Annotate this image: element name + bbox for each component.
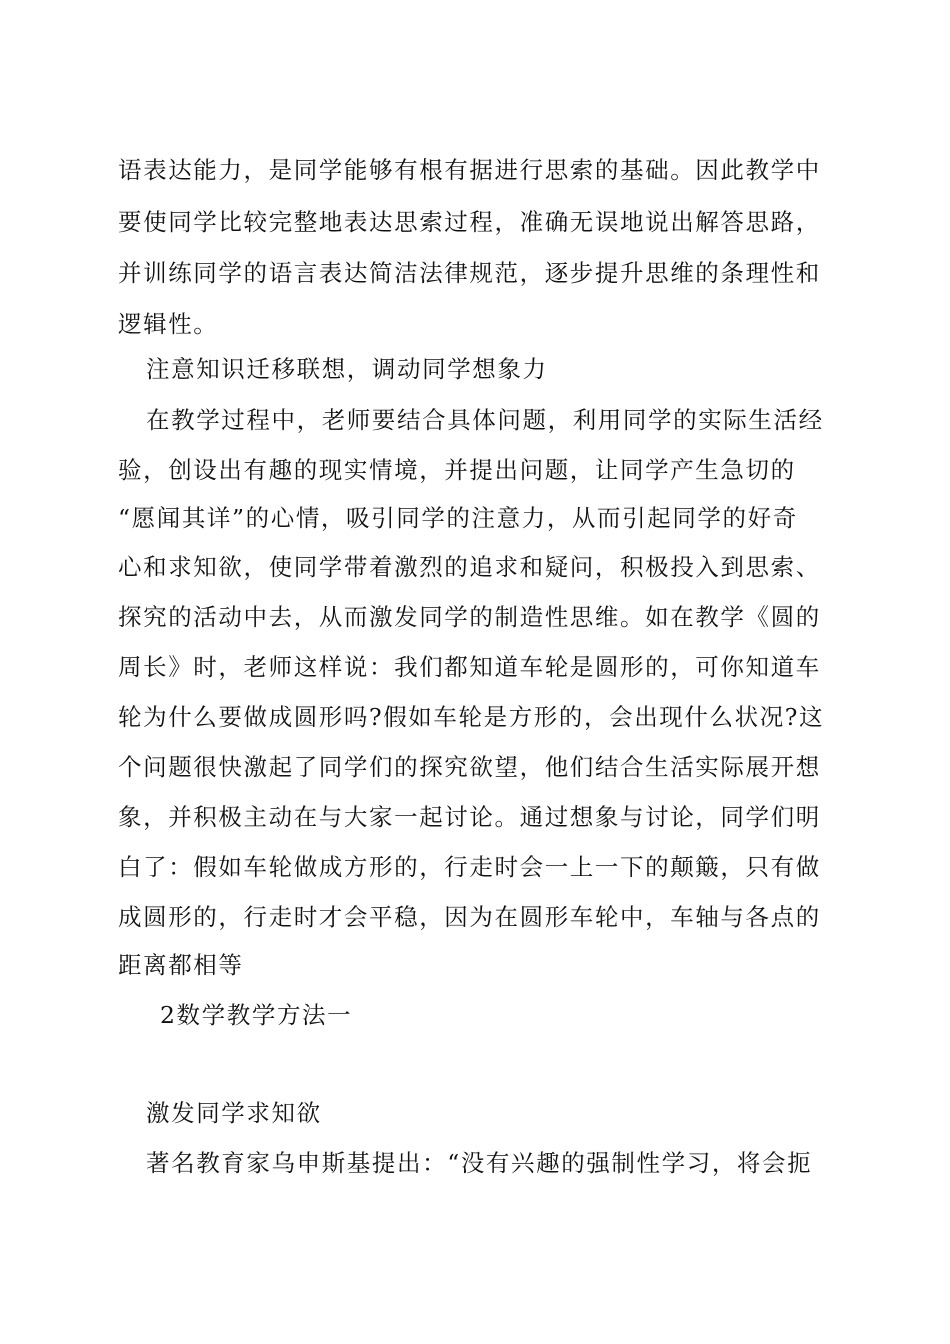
text-line: 距离都相等 [118,951,244,979]
text-line: 逻辑性。 [118,310,219,338]
section-title: 2数学教学方法一 [160,1001,353,1029]
text-line: 周长》时，老师这样说：我们都知道车轮是圆形的，可你知道车 [118,653,821,681]
section-heading: 注意知识迁移联想，调动同学想象力 [146,355,548,383]
text-line: 白了：假如车轮做成方形的，行走时会一上一下的颠簸，只有做 [118,853,821,881]
section-heading: 激发同学求知欲 [146,1099,322,1127]
text-line: 要使同学比较完整地表达思索过程，准确无误地说出解答思路， [118,208,821,236]
text-line: 语表达能力，是同学能够有根有据进行思索的基础。因此教学中 [118,156,821,184]
text-line: 著名教育家乌申斯基提出：“没有兴趣的强制性学习，将会扼 [146,1149,813,1177]
text-line: 轮为什么要做成圆形吗?假如车轮是方形的，会出现什么状况?这 [118,703,825,731]
text-line: 验，创设出有趣的现实情境，并提出问题，让同学产生急切的 [118,456,796,484]
text-line: 心和求知欲，使同学带着激烈的追求和疑问，积极投入到思索、 [118,553,821,581]
text-line: 在教学过程中，老师要结合具体问题，利用同学的实际生活经 [146,406,824,434]
text-line: 成圆形的，行走时才会平稳，因为在圆形车轮中，车轴与各点的 [118,903,821,931]
text-line: 象，并积极主动在与大家一起讨论。通过想象与讨论，同学们明 [118,803,821,831]
text-line: 个问题很快激起了同学们的探究欲望，他们结合生活实际展开想 [118,753,821,781]
text-line: 并训练同学的语言表达简洁法律规范，逐步提升思维的条理性和 [118,259,821,287]
text-line: 探究的活动中去，从而激发同学的制造性思维。如在教学《圆的 [118,603,821,631]
text-line: “愿闻其详”的心情，吸引同学的注意力，从而引起同学的好奇 [118,504,798,532]
